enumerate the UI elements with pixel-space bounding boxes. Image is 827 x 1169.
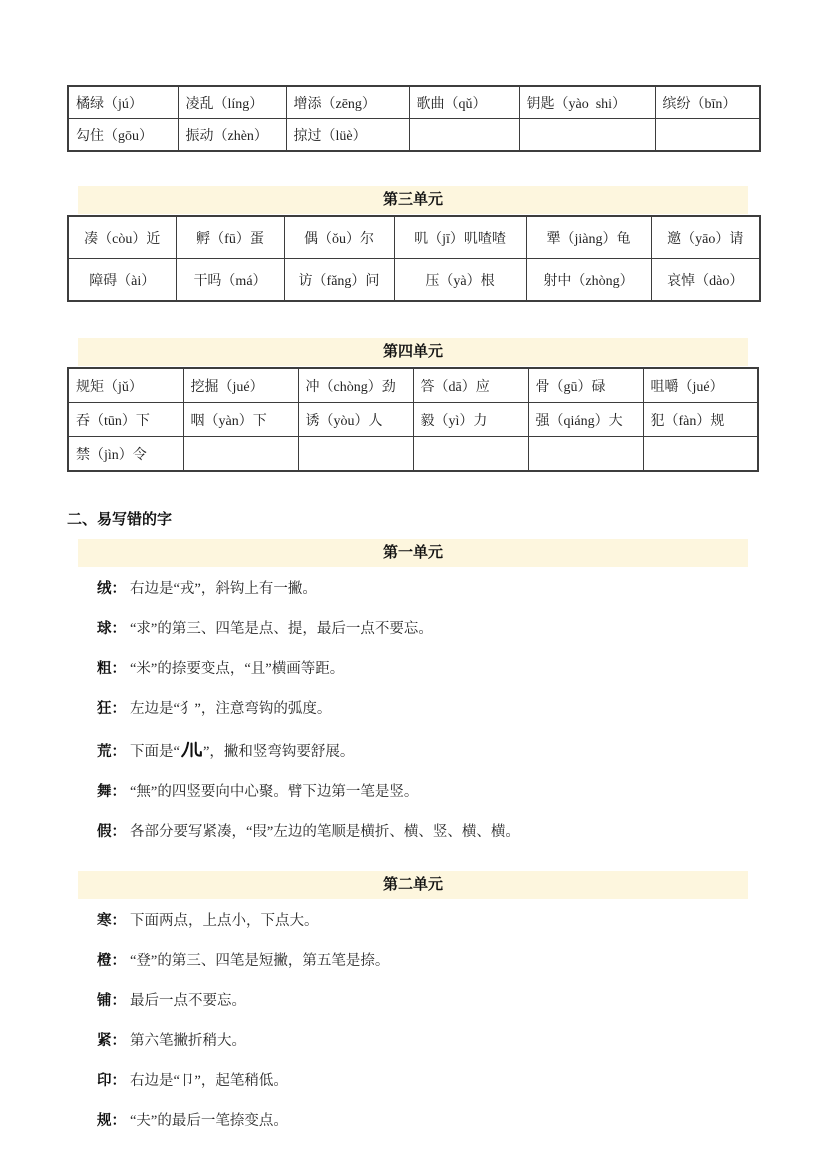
table-cell [519, 119, 655, 152]
table-cell: 规矩（jǔ） [68, 368, 183, 403]
note-char-label: 球： [97, 621, 126, 637]
word-table-unit4 [67, 367, 759, 472]
table-cell: 咀嚼（jué） [643, 368, 758, 403]
table-cell [409, 119, 519, 152]
huang-bottom-component-glyph [181, 741, 202, 758]
note-item [97, 661, 759, 678]
table-cell: 钥匙（yào shi） [519, 86, 655, 119]
note-text: “無”的四竖要向中心聚。臂下边第一笔是竖。 [130, 784, 419, 800]
table-cell: 叽（jī）叽喳喳 [394, 216, 526, 259]
word-table-unit3 [67, 215, 761, 302]
section-heading: 二、易写错的字 [67, 511, 173, 528]
note-item [97, 1073, 759, 1090]
table-row [68, 368, 758, 403]
note-char-label: 紧： [97, 1033, 126, 1049]
note-char-label: 假： [97, 824, 126, 840]
note-item [97, 993, 759, 1010]
table-cell: 吞（tūn）下 [68, 403, 183, 437]
note-char-label: 舞： [97, 784, 126, 800]
table-cell: 挖掘（jué） [183, 368, 298, 403]
note-text: 下面两点，上点小，下点大。 [130, 913, 319, 929]
table-cell: 禁（jìn）令 [68, 437, 183, 472]
table-cell: 凑（còu）近 [68, 216, 176, 259]
table-cell: 振动（zhèn） [178, 119, 286, 152]
table-cell: 犯（fàn）规 [643, 403, 758, 437]
section-header-unit4: 第四单元 [78, 338, 748, 366]
table-cell [643, 437, 758, 472]
note-char-label: 规： [97, 1113, 126, 1129]
note-char-label: 橙： [97, 953, 126, 969]
table-cell [298, 437, 413, 472]
table-cell: 偶（ǒu）尔 [284, 216, 394, 259]
note-char-label: 寒： [97, 913, 126, 929]
table-cell: 勾住（gōu） [68, 119, 178, 152]
table-cell: 毅（yì）力 [413, 403, 528, 437]
word-table-top [67, 85, 761, 152]
table-row [68, 86, 760, 119]
section-header-note-unit1: 第一单元 [78, 539, 748, 567]
note-text: “求”的第三、四笔是点、提，最后一点不要忘。 [130, 621, 433, 637]
note-char-label: 绒： [97, 581, 126, 597]
table-cell: 射中（zhòng） [526, 259, 651, 302]
note-text: 各部分要写紧凑，“叚”左边的笔顺是横折、横、竖、横、横。 [130, 824, 520, 840]
note-item [97, 581, 759, 598]
table-cell: 凌乱（líng） [178, 86, 286, 119]
page-content [67, 85, 759, 1130]
table-cell: 橘绿（jú） [68, 86, 178, 119]
note-text: “夫”的最后一笔捺变点。 [130, 1113, 288, 1129]
table-row [68, 216, 760, 259]
note-text: 右边是“卩”，起笔稍低。 [130, 1073, 288, 1089]
table-row [68, 437, 758, 472]
table-cell: 缤纷（bīn） [655, 86, 760, 119]
note-text: 左边是“犭”，注意弯钩的弧度。 [130, 701, 332, 717]
table-row [68, 403, 758, 437]
table-cell: 邀（yāo）请 [651, 216, 760, 259]
table-row [68, 119, 760, 152]
table-cell [183, 437, 298, 472]
note-char-label: 印： [97, 1073, 126, 1089]
table-cell: 冲（chòng）劲 [298, 368, 413, 403]
note-item [97, 741, 759, 761]
note-item [97, 621, 759, 638]
note-item [97, 913, 759, 930]
note-text-segment: 下面是“ [130, 744, 180, 760]
note-text [130, 744, 354, 760]
table-cell: 哀悼（dào） [651, 259, 760, 302]
note-item [97, 1113, 759, 1130]
table-cell [413, 437, 528, 472]
table-cell: 骨（gū）碌 [528, 368, 643, 403]
table-cell [655, 119, 760, 152]
table-cell: 咽（yàn）下 [183, 403, 298, 437]
table-row [68, 259, 760, 302]
table-cell: 答（dā）应 [413, 368, 528, 403]
table-cell: 强（qiáng）大 [528, 403, 643, 437]
table-cell: 障碍（ài） [68, 259, 176, 302]
table-cell: 访（fǎng）问 [284, 259, 394, 302]
note-item [97, 1033, 759, 1050]
table-cell [528, 437, 643, 472]
note-text: 最后一点不要忘。 [130, 993, 246, 1009]
table-cell: 犟（jiàng）龟 [526, 216, 651, 259]
note-char-label: 狂： [97, 701, 126, 717]
note-char-label: 荒： [97, 744, 126, 760]
note-item [97, 953, 759, 970]
section-header-unit3: 第三单元 [78, 186, 748, 214]
note-text: 第六笔撇折稍大。 [130, 1033, 246, 1049]
table-cell: 歌曲（qǔ） [409, 86, 519, 119]
table-cell: 压（yà）根 [394, 259, 526, 302]
table-cell: 掠过（lüè） [286, 119, 409, 152]
table-cell: 孵（fū）蛋 [176, 216, 284, 259]
note-char-label: 粗： [97, 661, 126, 677]
note-item [97, 824, 759, 841]
note-text: 右边是“戎”，斜钩上有一撇。 [130, 581, 317, 597]
table-cell: 诱（yòu）人 [298, 403, 413, 437]
table-cell: 增添（zēng） [286, 86, 409, 119]
table-cell: 干吗（má） [176, 259, 284, 302]
note-item [97, 701, 759, 718]
note-item [97, 784, 759, 801]
note-char-label: 铺： [97, 993, 126, 1009]
note-text: “米”的捺要变点，“且”横画等距。 [130, 661, 345, 677]
note-text-segment: ”，撇和竖弯钩要舒展。 [202, 744, 355, 760]
section-header-note-unit2: 第二单元 [78, 871, 748, 899]
note-text: “登”的第三、四笔是短撇，第五笔是捺。 [130, 953, 390, 969]
